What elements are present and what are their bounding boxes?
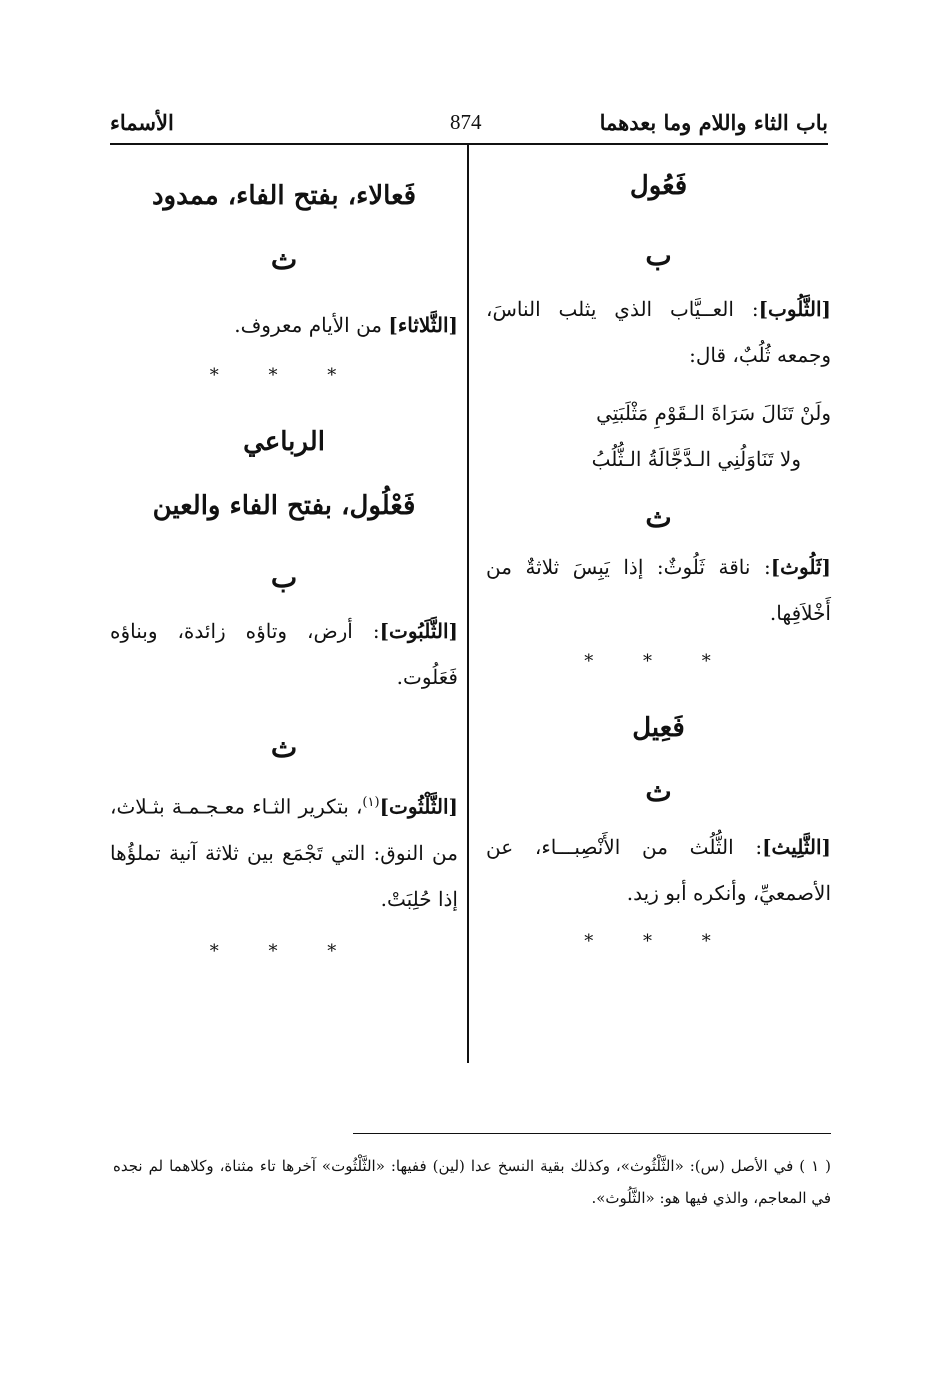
entry-text: ، بتكرير الثـاء معـجـمـة بثـلاث، من النوق: التي تَجْمَع بين ثلاثة آنية تملؤُها إذا حُلِبَتْ. xyxy=(110,794,458,911)
right-column xyxy=(486,160,831,962)
section-separator: * * * xyxy=(209,940,359,962)
section-separator: * * * xyxy=(584,931,733,952)
footnote-ref[interactable]: (١) xyxy=(362,795,380,810)
entry-term: [الثَّلاثاء] xyxy=(388,313,458,337)
verse-line: ولا تَنَاوَلُنِي الـدَّجَّالَةُ الـثُّلُبُ xyxy=(591,447,801,471)
letter-heading: ث xyxy=(645,775,672,808)
chapter-title: باب الثاء واللام وما بعدهما xyxy=(599,110,828,135)
section-separator: * * * xyxy=(584,651,733,672)
pattern-heading: فَعْلُول، بفتح الفاء والعين xyxy=(152,491,416,521)
section-title: الأسماء xyxy=(110,110,174,135)
entry xyxy=(110,780,458,922)
page-number: 874 xyxy=(450,110,482,134)
pattern-heading: فَعُول xyxy=(629,171,688,201)
entry-text: : أرض، وتاؤه زائدة، وبناؤه فَعَلُوت. xyxy=(110,619,458,689)
entry-term: [الثَّلُوب] xyxy=(758,297,831,321)
entry xyxy=(110,302,458,348)
entry-text: : ناقة ثَلُوثٌ: إذا يَبِسَ ثلاثةٌ من أَخْلاَفِها. xyxy=(486,555,831,625)
entry xyxy=(486,824,831,916)
letter-heading: ث xyxy=(645,501,672,534)
footnote-rule xyxy=(353,1133,831,1134)
letter-heading: ب xyxy=(270,561,298,594)
pattern-heading: فَعِيل xyxy=(632,713,685,743)
page-header xyxy=(110,104,828,144)
entry-term: [الثَّلْثُوت] xyxy=(379,794,458,819)
entry xyxy=(486,286,831,378)
entry xyxy=(486,544,831,636)
entry xyxy=(110,608,458,700)
entry-term: [الثَّلِيث] xyxy=(762,835,831,859)
letter-heading: ث xyxy=(270,731,298,764)
header-rule xyxy=(110,143,828,145)
entry-term: [ثَلُوث] xyxy=(770,555,831,579)
left-column xyxy=(110,160,458,972)
entry-text: : العــيَّاب الذي يثلب الناسَ، وجمعه ثُلُبٌ، قال: xyxy=(486,297,831,367)
column-divider xyxy=(467,145,469,1063)
footnote: ( ١ ) في الأصل (س): «الثَّلْثُوث»، وكذلك بقية النسخ عدا (لين) ففيها: «الثَّلْثُوت» آخرها تاء مثناة، وكلاهما لم نجده في المعاجم، والذي فيها هو: «الثَّلُوث». xyxy=(113,1157,832,1207)
entry-text: : الثُّلُث من الأَنْصِبـــاء، عن الأصمعيِّ، وأنكره أبو زيد. xyxy=(486,835,831,905)
verse-line: ولَنْ تَنَالَ سَرَاةَ الـقَوْمِ مَثْلَبَتِي xyxy=(596,401,831,425)
letter-heading: ث xyxy=(270,243,298,276)
entry-term: [الثَّلَبُوت] xyxy=(379,619,458,643)
section-separator: * * * xyxy=(209,365,359,386)
entry-text: من الأيام معروف. xyxy=(234,313,389,337)
letter-heading: ب xyxy=(645,239,672,272)
section-heading: الرباعي xyxy=(243,427,325,457)
pattern-heading: فَعالاء، بفتح الفاء، ممدود xyxy=(151,181,417,211)
